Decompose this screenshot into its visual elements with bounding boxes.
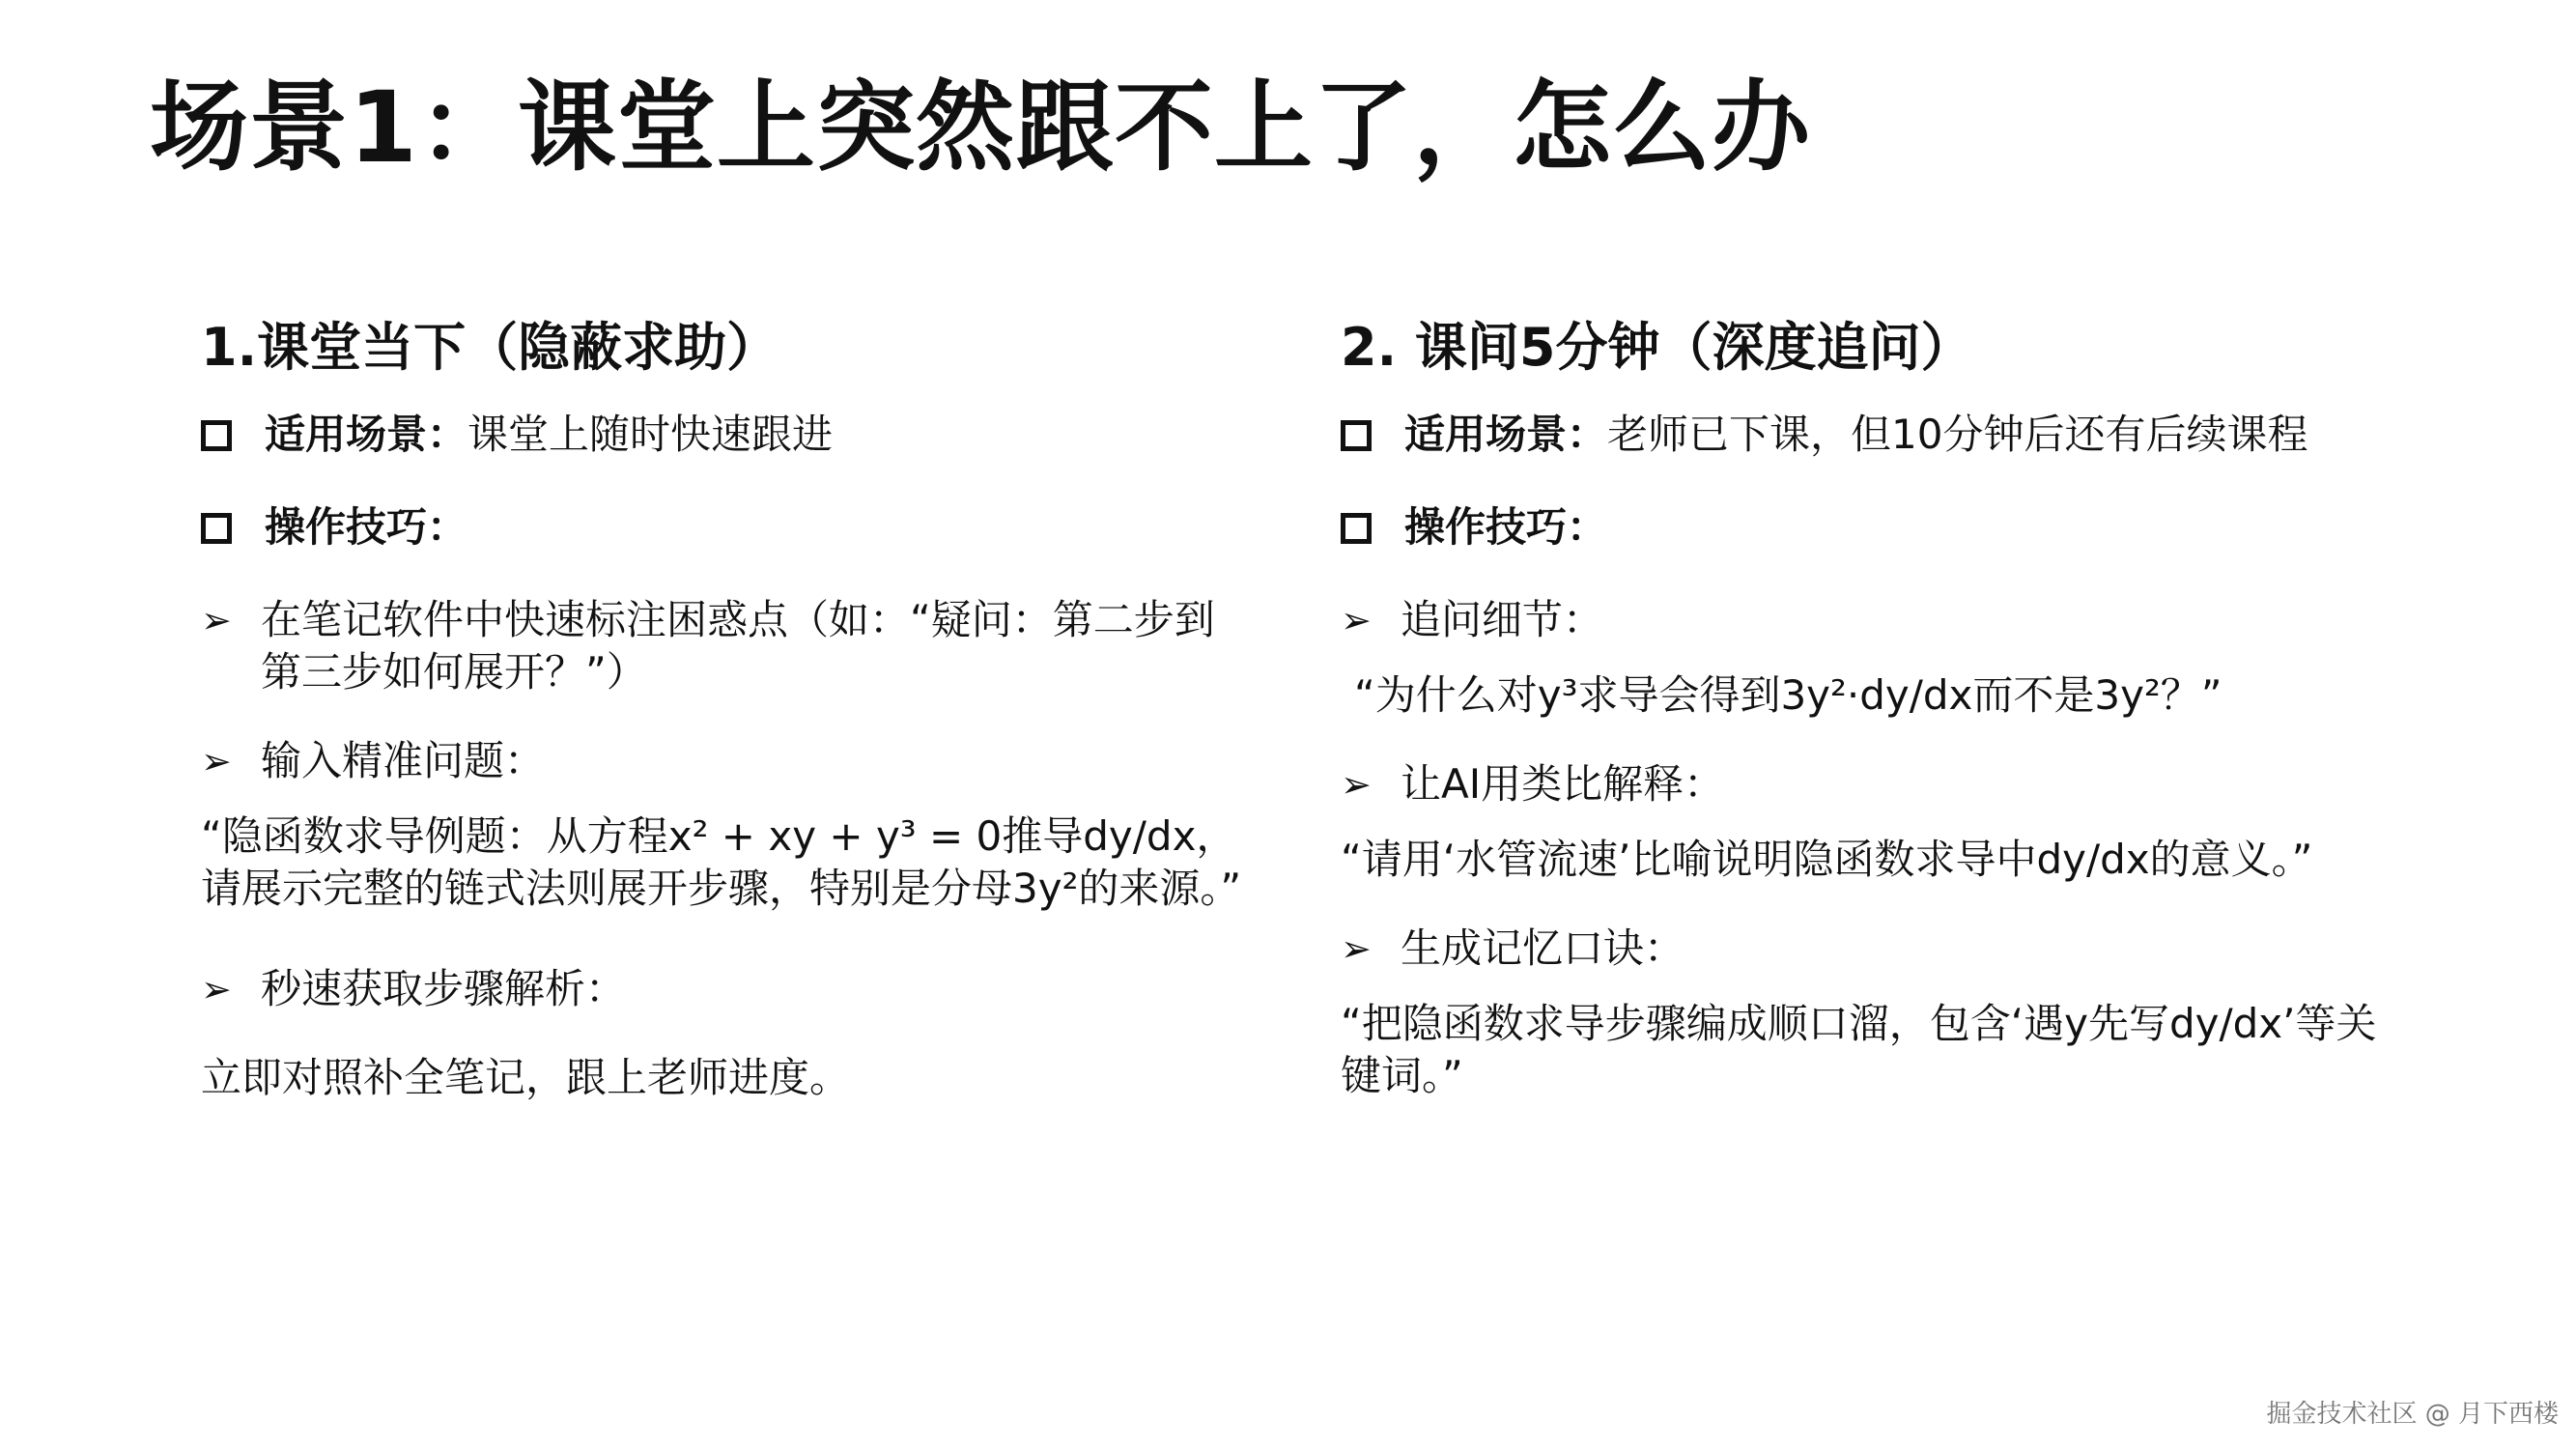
page-title: 场景1：课堂上突然跟不上了，怎么办 — [150, 71, 1811, 185]
right-bullet-2 — [1341, 758, 2403, 810]
square-bullet-icon — [1341, 420, 1372, 451]
arrow-bullet-icon: ➢ — [1341, 762, 1372, 806]
right-column — [1341, 317, 2403, 1102]
left-bullet-3-text: 秒速获取步骤解析： — [261, 964, 627, 1012]
arrow-bullet-icon: ➢ — [201, 739, 232, 782]
left-scene-label: 适用场景： — [265, 410, 468, 458]
square-bullet-icon — [201, 420, 232, 451]
left-bullet-1-text: 在笔记软件中快速标注困惑点（如：“疑问：第二步到第三步如何展开？”） — [261, 595, 1215, 696]
right-scene-row — [1341, 409, 2403, 461]
right-bullet-1 — [1341, 594, 2403, 646]
left-bullet-2-text: 输入精准问题： — [261, 736, 546, 784]
right-heading: 2. 课间5分钟（深度追问） — [1341, 317, 1973, 378]
arrow-bullet-icon: ➢ — [201, 967, 232, 1010]
left-tips-row — [201, 501, 1254, 554]
arrow-bullet-icon: ➢ — [1341, 598, 1372, 641]
left-scene-row — [201, 409, 1254, 461]
arrow-bullet-icon: ➢ — [1341, 926, 1372, 970]
left-scene-text: 课堂上随时快速跟进 — [467, 410, 834, 458]
left-quote: “隐函数求导例题：从方程x² + xy + y³ = 0推导dy/dx，请展示完整的链式法则展开步骤，特别是分母3y²的来源。” — [201, 811, 1242, 912]
arrow-bullet-icon: ➢ — [201, 598, 232, 641]
left-bullet-3 — [201, 963, 1254, 1015]
right-bullet-3 — [1341, 923, 2403, 975]
right-quote-1: “为什么对y³求导会得到3y²·dy/dx而不是3y²？” — [1354, 670, 2222, 719]
right-quote-3: “把隐函数求导步骤编成顺口溜，包含‘遇y先写dy/dx’等关键词。” — [1341, 999, 2377, 1099]
right-scene-text: 老师已下课，但10分钟后还有后续课程 — [1607, 410, 2308, 458]
watermark: 掘金技术社区 @ 月下西楼 — [2266, 1400, 2559, 1429]
right-tips-label: 操作技巧： — [1404, 502, 1608, 551]
left-closing: 立即对照补全笔记，跟上老师进度。 — [201, 1053, 851, 1101]
right-bullet-2-text: 让AI用类比解释： — [1401, 759, 1725, 808]
left-bullet-1 — [201, 594, 1254, 698]
left-column — [201, 317, 1254, 1104]
right-bullet-1-text: 追问细节： — [1401, 595, 1604, 643]
right-quote-2: “请用‘水管流速’比喻说明隐函数求导中dy/dx的意义。” — [1341, 835, 2313, 883]
left-tips-label: 操作技巧： — [265, 502, 468, 551]
square-bullet-icon — [201, 513, 232, 544]
right-scene-label: 适用场景： — [1404, 410, 1608, 458]
left-bullet-2 — [201, 735, 1254, 787]
left-heading: 1.课堂当下（隐蔽求助） — [201, 317, 779, 378]
right-bullet-3-text: 生成记忆口诀： — [1401, 923, 1685, 972]
right-tips-row — [1341, 501, 2403, 554]
square-bullet-icon — [1341, 513, 1372, 544]
